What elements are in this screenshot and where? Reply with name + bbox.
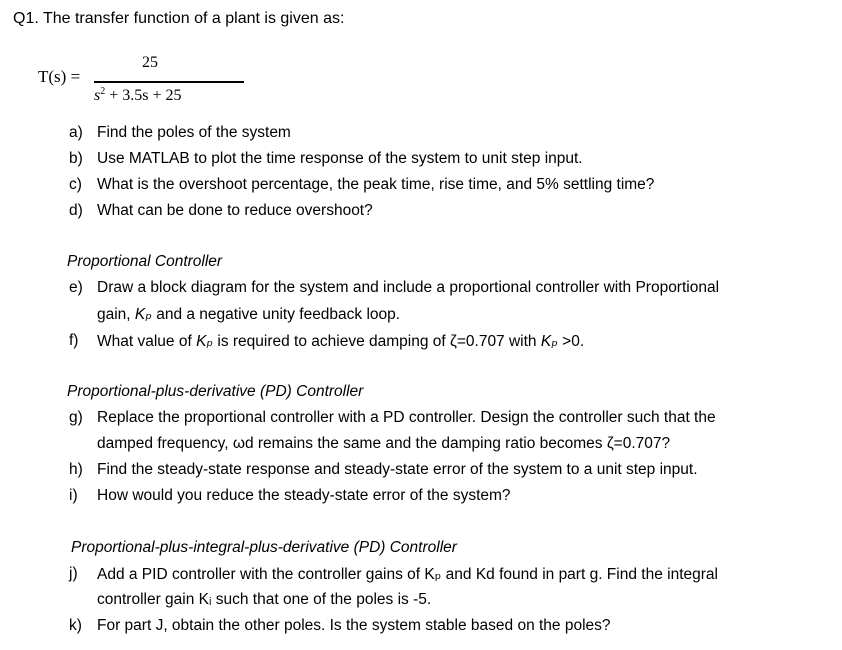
item-k-label: k)	[69, 617, 82, 634]
item-g-line1: Replace the proportional controller with a PD controller. Design the controller such that the	[97, 409, 716, 426]
item-a-label: a)	[69, 124, 83, 141]
item-f-text	[97, 332, 584, 351]
item-g-line2: damped frequency, ωd remains the same and the damping ratio becomes ζ=0.707?	[97, 435, 671, 452]
item-d-text: What can be done to reduce overshoot?	[97, 202, 373, 219]
item-j-label: j)	[69, 565, 78, 582]
tf-denominator-exponent: 2	[100, 86, 106, 97]
item-e-label: e)	[69, 279, 83, 296]
item-f-label: f)	[69, 332, 79, 349]
item-a-text: Find the poles of the system	[97, 124, 291, 141]
section-heading-pid: Proportional-plus-integral-plus-derivative (PD) Controller	[71, 539, 457, 556]
item-h-label: h)	[69, 461, 83, 478]
kp-symbol: Kₚ	[540, 333, 558, 350]
item-d-label: d)	[69, 202, 83, 219]
question-title: Q1. The transfer function of a plant is given as:	[13, 10, 345, 27]
transfer-function	[38, 50, 238, 110]
item-b-text: Use MATLAB to plot the time response of the system to unit step input.	[97, 150, 583, 167]
item-g-label: g)	[69, 409, 83, 426]
item-j-line1: Add a PID controller with the controller gains of Kₚ and Kd found in part g. Find the integral	[97, 566, 718, 583]
fraction-bar	[94, 81, 244, 83]
item-h-text: Find the steady-state response and steady-state error of the system to a unit step input.	[97, 461, 698, 478]
tf-denominator-rest: + 3.5s + 25	[105, 87, 182, 104]
tf-denominator-base: s	[94, 87, 101, 104]
kp-symbol: Kₚ	[196, 333, 214, 350]
section-heading-p: Proportional Controller	[67, 253, 223, 270]
item-j-line2: controller gain Kᵢ such that one of the poles is -5.	[97, 591, 432, 608]
item-b-label: b)	[69, 150, 83, 167]
item-i-text: How would you reduce the steady-state error of the system?	[97, 487, 511, 504]
item-c-text: What is the overshoot percentage, the peak time, rise time, and 5% settling time?	[97, 176, 655, 193]
item-i-label: i)	[69, 487, 78, 504]
item-c-label: c)	[69, 176, 82, 193]
f-c: >0.	[557, 333, 585, 350]
e-line2-a: gain,	[97, 306, 135, 323]
item-e-line2	[97, 305, 400, 324]
tf-numerator: 25	[142, 54, 158, 71]
e-line2-b: and a negative unity feedback loop.	[151, 306, 401, 323]
section-heading-pd: Proportional-plus-derivative (PD) Controller	[67, 383, 364, 400]
f-a: What value of	[97, 333, 197, 350]
kp-symbol: Kₚ	[134, 306, 152, 323]
tf-lhs: T(s) =	[38, 67, 81, 86]
item-e-line1: Draw a block diagram for the system and include a proportional controller with Proportional	[97, 279, 720, 296]
tf-denominator	[94, 86, 182, 105]
f-b: is required to achieve damping of ζ=0.707 with	[213, 333, 541, 350]
item-k-text: For part J, obtain the other poles. Is the system stable based on the poles?	[97, 617, 611, 634]
